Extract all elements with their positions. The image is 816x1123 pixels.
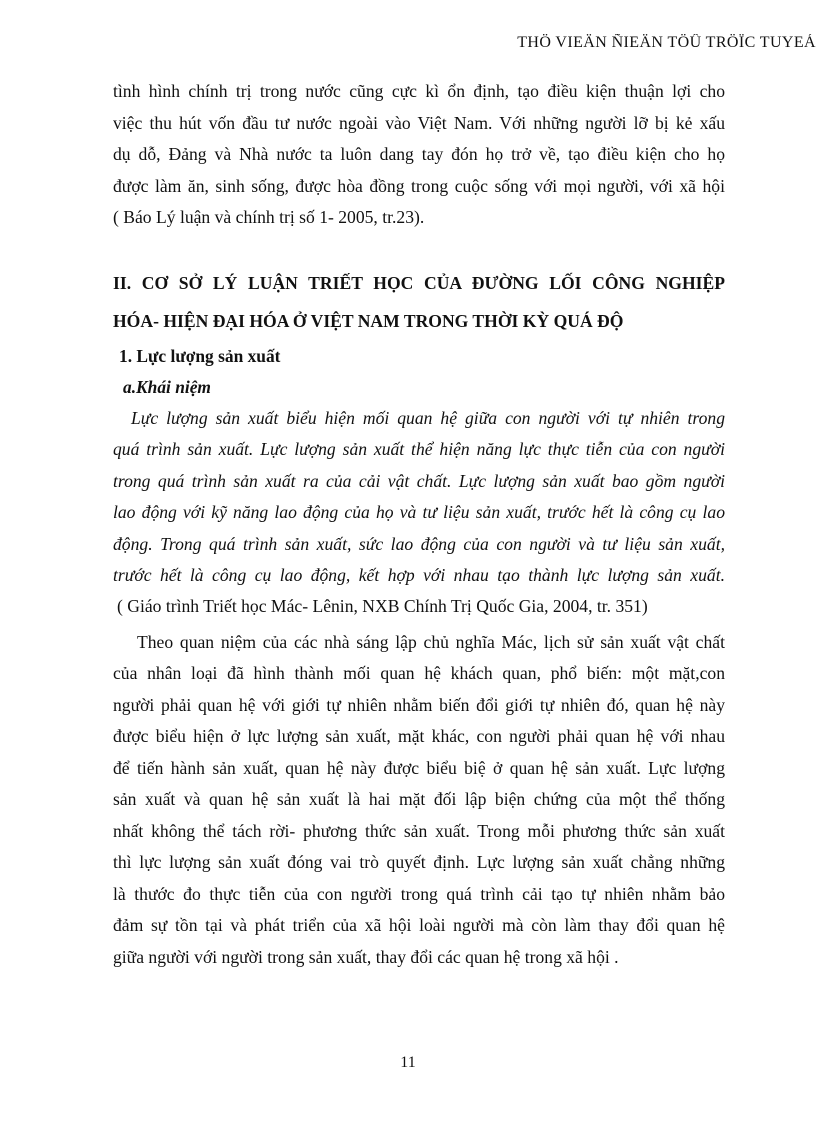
main-paragraph xyxy=(113,627,725,974)
text-line: đảm sự tồn tại và phát triển của xã hội loài người mà còn làm thay đổi quan hệ xyxy=(113,915,725,935)
text-line: tình hình chính trị trong nước cũng cực kì ổn định, tạo điều kiện thuận lợi cho xyxy=(113,81,725,101)
text-line: quá trình sản xuất. Lực lượng sản xuất thể hiện năng lực thực tiễn của con người xyxy=(113,439,725,459)
heading-line: HÓA- HIỆN ĐẠI HÓA Ở VIỆT NAM TRONG THỜI KỲ QUÁ ĐỘ xyxy=(113,310,624,331)
text-line: việc thu hút vốn đầu tư nước ngoài vào Việt Nam. Với những người lỡ bị kẻ xấu xyxy=(113,112,725,133)
text-line: giữa người với người trong sản xuất, thay đổi các quan hệ trong xã hội . xyxy=(113,946,619,967)
page-body xyxy=(113,76,725,973)
text-line: được làm ăn, sinh sống, được hòa đồng trong cuộc sống với mọi người, với xã hội xyxy=(113,175,725,196)
running-header: THÖ VIEÄN ÑIEÄN TÖÛ TRÖÏC TUYEÁ xyxy=(517,34,816,51)
text-line: dụ dỗ, Đảng và Nhà nước ta luôn dang tay đón họ trở về, tạo điều kiện cho họ xyxy=(113,144,725,164)
text-line: của nhân loại đã hình thành mối quan hệ khách quan, phổ biến: một mặt,con xyxy=(113,663,725,683)
intro-paragraph xyxy=(113,76,725,234)
text-line: sản xuất và quan hệ sản xuất là hai mặt đối lập biện chứng của một thể thống xyxy=(113,789,725,809)
text-line: động. Trong quá trình sản xuất, sức lao động của con người và tư liệu sản xuất, xyxy=(113,533,725,554)
text-line: Lực lượng sản xuất biểu hiện mối quan hệ giữa con người với tự nhiên trong xyxy=(131,407,725,428)
text-line: là thước đo thực tiễn của con người trong quá trình cải tạo tự nhiên nhằm bảo xyxy=(113,883,725,904)
section-heading xyxy=(113,264,725,340)
text-line: được biểu hiện ở lực lượng sản xuất, mặt khác, con người phải quan hệ với nhau xyxy=(113,726,725,746)
text-line: ( Báo Lý luận và chính trị số 1- 2005, tr.23). xyxy=(113,207,425,227)
page-number: 11 xyxy=(400,1054,416,1071)
text-line: lao động với kỹ năng lao động của họ và tư liệu sản xuất, trước hết là công cụ lao xyxy=(113,502,725,522)
subheading-concept: a.Khái niệm xyxy=(123,376,211,397)
text-line: người phải quan hệ với giới tự nhiên nhằm biến đổi giới tự nhiên đó, quan hệ này xyxy=(113,694,725,715)
text-line: trong quá trình sản xuất ra của cải vật chất. Lực lượng sản xuất bao gồm người xyxy=(113,470,725,491)
definition-paragraph xyxy=(113,403,725,592)
subheading-forces-of-production: 1. Lực lượng sản xuất xyxy=(119,345,281,366)
heading-line: II. CƠ SỞ LÝ LUẬN TRIẾT HỌC CỦA ĐƯỜNG LỐI CÔNG NGHIỆP xyxy=(113,272,725,293)
text-line: trước hết là công cụ lao động, kết hợp với nhau tạo thành lực lượng sản xuất. xyxy=(113,565,725,585)
citation: ( Giáo trình Triết học Mác- Lênin, NXB Chính Trị Quốc Gia, 2004, tr. 351) xyxy=(117,595,648,616)
text-line: để tiến hành sản xuất, quan hệ này được biểu biệ ở quan hệ sản xuất. Lực lượng xyxy=(113,757,725,778)
text-line: Theo quan niệm của các nhà sáng lập chủ nghĩa Mác, lịch sử sản xuất vật chất xyxy=(137,631,725,652)
text-line: thì lực lượng sản xuất đóng vai trò quyết định. Lực lượng sản xuất chẳng những xyxy=(113,852,725,872)
text-line: nhất không thể tách rời- phương thức sản xuất. Trong mỗi phương thức sản xuất xyxy=(113,820,725,841)
